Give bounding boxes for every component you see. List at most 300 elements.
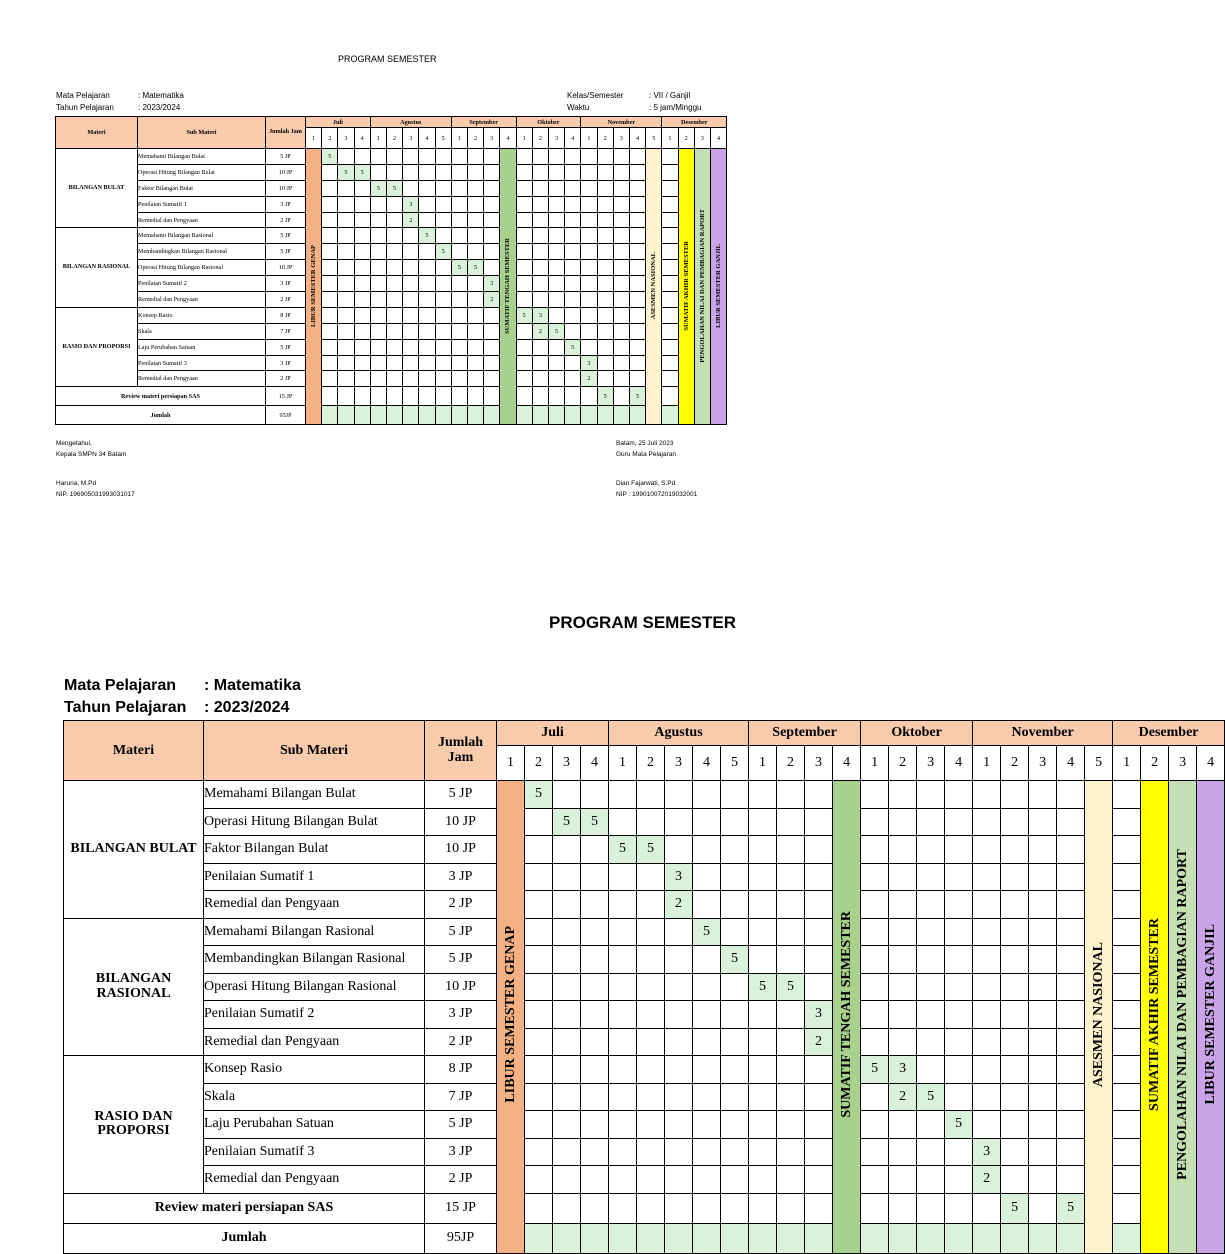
week-cell (693, 836, 721, 864)
week-cell (861, 863, 889, 891)
header-materi: Materi (64, 721, 204, 781)
week-cell (629, 292, 645, 308)
sub-materi: Remedial dan Pengyaan (204, 1028, 425, 1056)
week-cell (548, 339, 564, 355)
week-cell (629, 339, 645, 355)
week-cell (662, 149, 678, 165)
week-cell (419, 244, 435, 260)
week-number: 4 (945, 746, 973, 781)
week-cell (637, 863, 665, 891)
week-cell (581, 891, 609, 919)
week-cell (403, 406, 419, 425)
week-cell (1057, 1138, 1085, 1166)
month-header: Desember (662, 117, 727, 128)
zoomed-mapel-value: : Matematika (204, 677, 301, 694)
week-cell (386, 355, 402, 371)
week-cell (516, 406, 532, 425)
week-cell (467, 196, 483, 212)
week-cell (693, 808, 721, 836)
week-cell (665, 1028, 693, 1056)
sub-materi: Memahami Bilangan Rasional (204, 918, 425, 946)
week-cell (403, 260, 419, 276)
week-cell (973, 1193, 1001, 1223)
week-cell (435, 307, 451, 323)
week-cell (665, 781, 693, 809)
week-cell (637, 781, 665, 809)
week-cell (338, 339, 354, 355)
week-cell (322, 371, 338, 387)
week-cell (693, 1056, 721, 1084)
signature-left-line2: Kepala SMPN 34 Batam (56, 451, 127, 458)
week-cell (973, 1001, 1001, 1029)
jumlah-jp: 3 JP (266, 196, 306, 212)
week-cell (1057, 918, 1085, 946)
week-cell (597, 371, 613, 387)
week-cell (419, 371, 435, 387)
total-jp: 95JP (266, 406, 306, 425)
week-number: 4 (833, 746, 861, 781)
zoomed-mapel-label: Mata Pelajaran (64, 677, 177, 694)
week-cell (662, 355, 678, 371)
week-cell (917, 1028, 945, 1056)
week-cell (553, 1166, 581, 1194)
week-cell (435, 149, 451, 165)
sts-column (500, 149, 516, 425)
week-cell (370, 244, 386, 260)
week-cell: 5 (721, 946, 749, 974)
total-label: Jumlah (56, 406, 266, 425)
sub-materi: Remedial dan Pengyaan (204, 891, 425, 919)
week-cell (565, 196, 581, 212)
week-number: 3 (484, 128, 500, 149)
week-cell (419, 180, 435, 196)
sub-materi: Laju Perubahan Satuan (204, 1111, 425, 1139)
week-cell (419, 355, 435, 371)
week-cell (1057, 946, 1085, 974)
asesmen-column (1085, 781, 1113, 1254)
week-cell (861, 1028, 889, 1056)
week-cell (749, 891, 777, 919)
week-cell (889, 781, 917, 809)
week-cell (629, 149, 645, 165)
week-cell (597, 244, 613, 260)
week-cell (581, 1166, 609, 1194)
week-cell (609, 1193, 637, 1223)
week-cell (467, 307, 483, 323)
jumlah-jp: 7 JP (425, 1083, 497, 1111)
week-cell (338, 196, 354, 212)
week-cell (467, 180, 483, 196)
week-cell (386, 307, 402, 323)
week-cell: 5 (581, 808, 609, 836)
week-cell (613, 260, 629, 276)
week-cell (565, 212, 581, 228)
jumlah-jp: 10 JP (425, 808, 497, 836)
week-cell (629, 164, 645, 180)
week-cell (525, 1028, 553, 1056)
week-cell (973, 808, 1001, 836)
week-cell (629, 212, 645, 228)
week-cell (451, 228, 467, 244)
week-cell (1113, 1083, 1141, 1111)
week-cell (637, 1028, 665, 1056)
week-cell (693, 1028, 721, 1056)
week-cell (749, 1111, 777, 1139)
week-cell (917, 1111, 945, 1139)
week-number: 2 (322, 128, 338, 149)
sub-materi: Penilaian Sumatif 3 (138, 355, 266, 371)
week-cell (637, 808, 665, 836)
week-cell (553, 1193, 581, 1223)
week-cell (553, 1223, 581, 1253)
week-cell (973, 1056, 1001, 1084)
asesmen-column (646, 149, 662, 425)
week-cell (386, 149, 402, 165)
week-cell (548, 196, 564, 212)
week-cell (665, 1166, 693, 1194)
week-cell (370, 371, 386, 387)
week-cell: 5 (370, 180, 386, 196)
week-cell (693, 781, 721, 809)
week-cell (354, 212, 370, 228)
week-cell (338, 228, 354, 244)
week-cell (322, 292, 338, 308)
week-cell (945, 946, 973, 974)
materi-group: BILANGAN RASIONAL (56, 228, 138, 307)
week-cell (525, 918, 553, 946)
week-cell (693, 973, 721, 1001)
week-cell (945, 836, 973, 864)
week-cell (805, 1083, 833, 1111)
week-cell (553, 836, 581, 864)
week-cell (1057, 1083, 1085, 1111)
kelas-label: Kelas/Semester (567, 91, 624, 100)
week-number: 4 (1057, 746, 1085, 781)
week-cell (597, 149, 613, 165)
week-cell (581, 387, 597, 406)
week-cell (889, 1001, 917, 1029)
week-cell (861, 781, 889, 809)
week-number: 2 (532, 128, 548, 149)
week-cell (322, 196, 338, 212)
week-cell (973, 1083, 1001, 1111)
week-cell (338, 180, 354, 196)
month-header: September (749, 721, 861, 746)
week-cell (403, 323, 419, 339)
week-cell (581, 276, 597, 292)
week-cell (467, 387, 483, 406)
week-cell (516, 387, 532, 406)
week-cell (721, 1138, 749, 1166)
mapel-value: : Matematika (138, 91, 184, 100)
week-cell (609, 863, 637, 891)
week-cell (553, 1056, 581, 1084)
month-header: Oktober (516, 117, 581, 128)
week-number: 3 (338, 128, 354, 149)
week-cell (516, 149, 532, 165)
week-cell (548, 355, 564, 371)
week-cell (419, 307, 435, 323)
header-sub-materi: Sub Materi (204, 721, 425, 781)
week-cell: 5 (749, 973, 777, 1001)
week-cell (370, 260, 386, 276)
week-cell (721, 808, 749, 836)
week-cell (665, 836, 693, 864)
sub-materi: Faktor Bilangan Bulat (138, 180, 266, 196)
week-cell (609, 1138, 637, 1166)
vertical-label: SUMATIF TENGAH SEMESTER (838, 910, 854, 1118)
week-cell (805, 781, 833, 809)
week-cell (1029, 836, 1057, 864)
week-cell (532, 355, 548, 371)
week-cell (861, 1193, 889, 1223)
week-cell (805, 1166, 833, 1194)
week-cell (403, 276, 419, 292)
week-cell (525, 1111, 553, 1139)
week-cell (386, 196, 402, 212)
week-cell (322, 164, 338, 180)
week-cell (532, 228, 548, 244)
week-cell (693, 1166, 721, 1194)
sub-materi: Memahami Bilangan Bulat (204, 781, 425, 809)
header-materi: Materi (56, 117, 138, 149)
raport-column (1169, 781, 1197, 1254)
week-cell (338, 244, 354, 260)
week-cell (1029, 1001, 1057, 1029)
waktu-value: : 5 jam/Minggu (649, 103, 702, 112)
week-cell (662, 371, 678, 387)
week-cell (613, 371, 629, 387)
week-cell: 5 (777, 973, 805, 1001)
week-cell (370, 307, 386, 323)
week-cell (516, 196, 532, 212)
week-cell (861, 1111, 889, 1139)
week-cell (749, 918, 777, 946)
week-cell (889, 836, 917, 864)
week-cell (581, 1056, 609, 1084)
week-cell (581, 973, 609, 1001)
week-cell (662, 244, 678, 260)
week-cell (805, 1056, 833, 1084)
week-cell (721, 836, 749, 864)
week-cell (637, 1056, 665, 1084)
week-cell (1001, 918, 1029, 946)
week-cell (805, 1223, 833, 1253)
week-cell (609, 918, 637, 946)
week-cell (403, 387, 419, 406)
sub-materi: Remedial dan Pengyaan (204, 1166, 425, 1194)
week-cell (613, 307, 629, 323)
week-cell (435, 387, 451, 406)
week-cell (548, 406, 564, 425)
week-cell (386, 323, 402, 339)
week-cell (665, 946, 693, 974)
week-cell (721, 1028, 749, 1056)
week-cell (917, 836, 945, 864)
week-cell (565, 371, 581, 387)
week-cell (516, 180, 532, 196)
week-cell (629, 180, 645, 196)
total-jp: 95JP (425, 1223, 497, 1253)
week-cell (467, 355, 483, 371)
week-cell (525, 1166, 553, 1194)
week-number: 1 (609, 746, 637, 781)
week-cell (581, 164, 597, 180)
week-cell (1001, 863, 1029, 891)
week-cell (581, 149, 597, 165)
week-cell (419, 196, 435, 212)
week-cell (1057, 1056, 1085, 1084)
week-cell (435, 212, 451, 228)
week-cell (484, 180, 500, 196)
week-cell (565, 292, 581, 308)
week-cell (889, 1193, 917, 1223)
meta-left (56, 90, 296, 114)
week-cell (484, 339, 500, 355)
week-cell (553, 1111, 581, 1139)
week-cell: 5 (597, 387, 613, 406)
month-header: Juli (497, 721, 609, 746)
week-cell (1029, 1028, 1057, 1056)
week-cell (662, 387, 678, 406)
week-cell (945, 1223, 973, 1253)
week-cell (467, 276, 483, 292)
kelas-value: : VII / Ganjil (649, 91, 691, 100)
libur-genap-column (306, 149, 322, 425)
week-cell (467, 406, 483, 425)
week-cell (749, 1138, 777, 1166)
week-cell (484, 260, 500, 276)
week-cell (451, 244, 467, 260)
week-cell (451, 149, 467, 165)
week-cell (973, 781, 1001, 809)
week-cell (889, 918, 917, 946)
mapel-label: Mata Pelajaran (56, 91, 110, 100)
week-cell (435, 355, 451, 371)
week-cell (525, 1138, 553, 1166)
week-cell (419, 292, 435, 308)
week-cell (749, 1166, 777, 1194)
jumlah-jp: 3 JP (425, 1138, 497, 1166)
jumlah-jp: 5 JP (425, 781, 497, 809)
week-cell (403, 292, 419, 308)
week-cell (1057, 863, 1085, 891)
week-cell (597, 228, 613, 244)
week-cell: 5 (354, 164, 370, 180)
week-cell (484, 387, 500, 406)
sub-materi: Operasi Hitung Bilangan Bulat (204, 808, 425, 836)
week-cell (386, 292, 402, 308)
week-number: 4 (1197, 746, 1225, 781)
week-cell: 5 (1057, 1193, 1085, 1223)
week-number: 2 (1141, 746, 1169, 781)
week-cell (516, 371, 532, 387)
week-cell (889, 973, 917, 1001)
week-cell (386, 260, 402, 276)
week-cell (581, 1111, 609, 1139)
week-cell (609, 781, 637, 809)
week-cell (917, 891, 945, 919)
week-cell (451, 196, 467, 212)
sub-materi: Operasi Hitung Bilangan Rasional (138, 260, 266, 276)
week-number: 1 (497, 746, 525, 781)
teacher-nip: NIP : 199010072019032001 (616, 491, 698, 498)
week-cell (629, 323, 645, 339)
week-number: 3 (665, 746, 693, 781)
week-cell (805, 1193, 833, 1223)
program-semester-table (55, 116, 727, 425)
week-cell (693, 1111, 721, 1139)
week-cell (637, 1193, 665, 1223)
week-cell (1057, 836, 1085, 864)
week-cell (484, 355, 500, 371)
week-cell (484, 307, 500, 323)
week-cell (1029, 891, 1057, 919)
week-cell (484, 196, 500, 212)
week-cell (665, 1193, 693, 1223)
week-cell: 2 (889, 1083, 917, 1111)
week-cell (805, 808, 833, 836)
week-cell (516, 228, 532, 244)
week-cell (597, 260, 613, 276)
jumlah-jp: 2 JP (425, 1028, 497, 1056)
vertical-label: SUMATIF AKHIR SEMESTER (1146, 917, 1162, 1111)
week-cell (609, 1001, 637, 1029)
week-cell (435, 196, 451, 212)
sub-materi: Remedial dan Pengyaan (138, 292, 266, 308)
sub-materi: Remedial dan Pengyaan (138, 371, 266, 387)
vertical-label: LIBUR SEMESTER GENAP (310, 244, 318, 327)
week-cell (525, 891, 553, 919)
week-cell (749, 836, 777, 864)
week-cell: 5 (553, 808, 581, 836)
headmaster-name: Haruna, M.Pd (56, 480, 97, 487)
week-number: 3 (548, 128, 564, 149)
week-cell (581, 323, 597, 339)
week-cell (637, 1166, 665, 1194)
week-cell (548, 244, 564, 260)
raport-column (694, 149, 710, 425)
sub-materi: Penilaian Sumatif 1 (138, 196, 266, 212)
week-cell (973, 836, 1001, 864)
week-cell (451, 212, 467, 228)
week-cell (354, 355, 370, 371)
week-cell (945, 863, 973, 891)
week-cell (532, 406, 548, 425)
zoomed-tahun-value: : 2023/2024 (204, 699, 290, 716)
week-cell (1029, 946, 1057, 974)
sub-materi: Membandingkan Bilangan Rasional (138, 244, 266, 260)
week-number: 2 (597, 128, 613, 149)
week-cell (386, 371, 402, 387)
week-cell (532, 292, 548, 308)
week-cell (861, 1166, 889, 1194)
week-cell (749, 946, 777, 974)
week-cell (1001, 1111, 1029, 1139)
week-cell (354, 339, 370, 355)
week-cell (525, 1223, 553, 1253)
week-cell (1113, 1166, 1141, 1194)
materi-group: RASIO DAN PROPORSI (64, 1056, 204, 1194)
week-number: 3 (805, 746, 833, 781)
week-cell (581, 1223, 609, 1253)
week-cell (581, 1028, 609, 1056)
week-cell (777, 808, 805, 836)
week-cell (581, 1138, 609, 1166)
week-cell (548, 387, 564, 406)
week-cell (553, 1083, 581, 1111)
week-cell (451, 323, 467, 339)
